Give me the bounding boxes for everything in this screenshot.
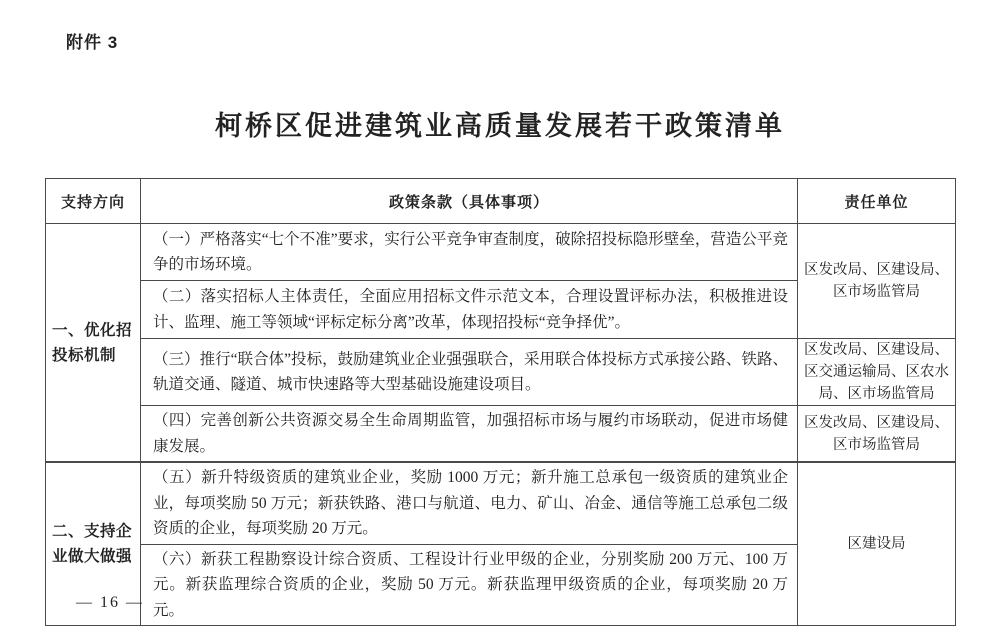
table-row [46,224,956,281]
unit-cell-3: 区发改局、区建设局、区市场监管局 [798,406,956,463]
policy-table [45,178,956,626]
policy-cell-5: （五）新升特级资质的建筑业企业，奖励 1000 万元；新升施工总承包一级资质的建筑业企业，每项奖励 50 万元；新获铁路、港口与航道、电力、矿山、冶金、通信等施工总承包二级资质的企业，每项奖励 20 万元。 [141,462,798,544]
unit-cell-1: 区发改局、区建设局、区市场监管局 [798,224,956,339]
document-title: 柯桥区促进建筑业高质量发展若干政策清单 [215,111,785,141]
table-row [46,406,956,463]
table-row [46,462,956,544]
header-responsible-unit: 责任单位 [798,179,956,224]
header-policy-clause: 政策条款（具体事项） [141,179,798,224]
table-header-row [46,179,956,224]
unit-cell-2: 区发改局、区建设局、区交通运输局、区农水局、区市场监管局 [798,339,956,406]
policy-cell-4: （四）完善创新公共资源交易全生命周期监管，加强招标市场与履约市场联动，促进市场健康发展。 [141,406,798,463]
attachment-label: 附件 3 [66,33,119,52]
page-number: — 16 — [76,594,144,611]
policy-cell-6: （六）新获工程勘察设计综合资质、工程设计行业甲级的企业，分别奖励 200 万元、100 万元。新获监理综合资质的企业，奖励 50 万元。新获监理甲级资质的企业，每项奖励 20 万元。 [141,544,798,626]
direction-cell-group2: 二、支持企业做大做强 [46,462,141,626]
table-row [46,339,956,406]
policy-cell-1: （一）严格落实“七个不准”要求，实行公平竞争审查制度，破除招投标隐形壁垒，营造公平竞争的市场环境。 [141,224,798,281]
policy-cell-3: （三）推行“联合体”投标，鼓励建筑业企业强强联合，采用联合体投标方式承接公路、铁路、轨道交通、隧道、城市快速路等大型基础设施建设项目。 [141,339,798,406]
unit-cell-4: 区建设局 [798,462,956,626]
policy-cell-2: （二）落实招标人主体责任，全面应用招标文件示范文本，合理设置评标办法，积极推进设计、监理、施工等领域“评标定标分离”改革，体现招投标“竞争择优”。 [141,281,798,339]
header-support-direction: 支持方向 [46,179,141,224]
direction-cell-group1: 一、优化招投标机制 [46,224,141,463]
